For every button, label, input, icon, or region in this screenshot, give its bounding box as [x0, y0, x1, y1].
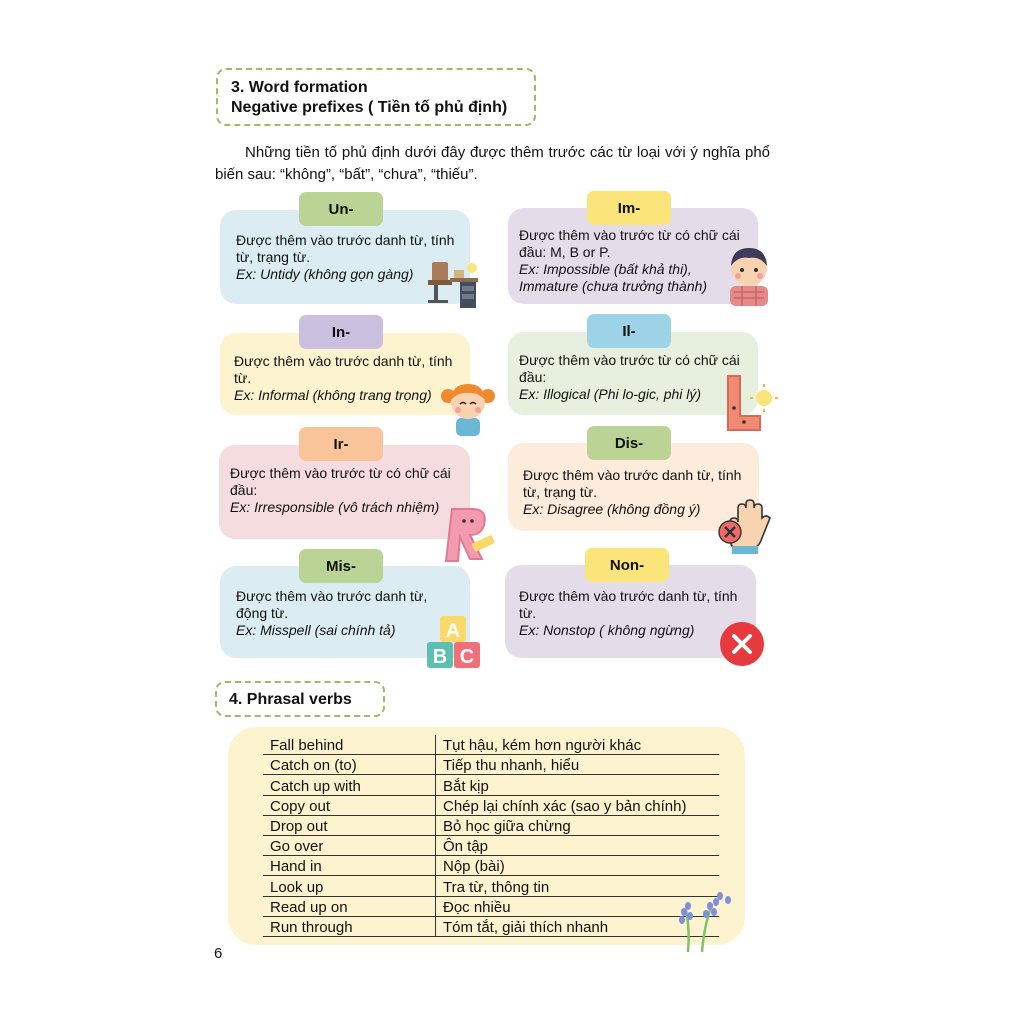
phrasal-verb: Catch on (to): [263, 755, 436, 775]
prefix-desc: Được thêm vào trước danh từ, tính từ.: [234, 353, 453, 386]
table-row: [263, 735, 719, 755]
prefix-tag-im: Im-: [587, 191, 671, 225]
section-3-subtitle: Negative prefixes ( Tiền tố phủ định): [231, 99, 508, 116]
letter-l-icon: [720, 372, 778, 434]
prefix-text-mis: [236, 588, 456, 639]
prefix-tag-in: In-: [299, 315, 383, 349]
prefix-example: Ex: Misspell (sai chính tả): [236, 622, 396, 638]
prefix-tag-mis: Mis-: [299, 549, 383, 583]
prefix-desc: Được thêm vào trước danh từ, động từ.: [236, 588, 428, 621]
table-row: [263, 835, 719, 855]
svg-text:C: C: [459, 646, 475, 668]
svg-text:B: B: [432, 646, 448, 668]
section-3-title: 3. Word formation: [231, 79, 368, 96]
prefix-example: Ex: Untidy (không gọn gàng): [236, 266, 414, 282]
desk-icon: [426, 256, 480, 310]
phrasal-verb: Copy out: [263, 795, 436, 815]
phrasal-verb: Drop out: [263, 815, 436, 835]
prefix-tag-il: Il-: [587, 314, 671, 348]
prefix-text-ir: [230, 465, 458, 516]
boy-icon: [720, 244, 778, 306]
table-row: [263, 755, 719, 775]
prefix-tag-un: Un-: [299, 192, 383, 226]
prefix-example: Ex: Disagree (không đồng ý): [523, 501, 701, 517]
phrasal-verb-meaning: Bắt kịp: [436, 775, 720, 795]
prefix-example: Ex: Illogical (Phi lo-gic, phi lý): [519, 386, 702, 402]
svg-text:A: A: [445, 620, 461, 642]
prefix-tag-dis: Dis-: [587, 426, 671, 460]
table-row: [263, 795, 719, 815]
prefix-text-in: [234, 353, 468, 404]
prefix-example: Ex: Informal (không trang trọng): [234, 387, 432, 403]
phrasal-verb: Hand in: [263, 856, 436, 876]
prefix-desc: Được thêm vào trước từ có chữ cái đầu: M, B or P.: [519, 227, 740, 260]
phrasal-verb-meaning: Bỏ học giữa chừng: [436, 815, 720, 835]
phrasal-verb-meaning: Tiếp thu nhanh, hiểu: [436, 755, 720, 775]
prefix-text-im: [519, 227, 747, 295]
phrasal-verb-meaning: Đọc nhiều: [436, 896, 720, 916]
phrasal-verb: Catch up with: [263, 775, 436, 795]
prefix-desc: Được thêm vào trước danh từ, tính từ.: [519, 588, 738, 621]
intro-paragraph: Những tiền tố phủ định dưới đây được thêm trước các từ loại với ý nghĩa phổ biến sau: “không”, “bất”, “chưa”, “thiếu”.: [215, 144, 770, 183]
table-row: [263, 856, 719, 876]
phrasal-verb-meaning: Chép lại chính xác (sao y bản chính): [436, 795, 720, 815]
phrasal-verb-meaning: Tra từ, thông tin: [436, 876, 720, 896]
prefix-example: Ex: Nonstop ( không ngừng): [519, 622, 695, 638]
prefix-tag-non: Non-: [585, 548, 669, 582]
phrasal-verbs-table: [263, 735, 719, 937]
prefix-example: Ex: Impossible (bất khả thi), Immature (chưa trưởng thành): [519, 261, 708, 294]
prefix-desc: Được thêm vào trước danh từ, tính từ, trạng từ.: [523, 467, 742, 500]
prefix-text-non: [519, 588, 749, 639]
phrasal-verb: Run through: [263, 916, 436, 936]
phrasal-verb-meaning: Ôn tập: [436, 835, 720, 855]
prefix-tag-ir: Ir-: [299, 427, 383, 461]
letter-r-icon: [438, 503, 500, 565]
prefix-desc: Được thêm vào trước danh từ, tính từ, trạng từ.: [236, 232, 455, 265]
table-row: [263, 916, 719, 936]
table-row: [263, 896, 719, 916]
prefix-example: Ex: Irresponsible (vô trách nhiệm): [230, 499, 440, 515]
phrasal-verb: Look up: [263, 876, 436, 896]
girl-icon: [440, 378, 496, 436]
abc-blocks-icon: [426, 614, 484, 670]
prefix-desc: Được thêm vào trước từ có chữ cái đầu:: [230, 465, 451, 498]
stop-hand-icon: [716, 498, 774, 554]
phrasal-verb: Go over: [263, 835, 436, 855]
prefix-text-il: [519, 352, 741, 403]
phrasal-verb: Fall behind: [263, 735, 436, 755]
section-4-title: 4. Phrasal verbs: [229, 691, 352, 708]
phrasal-verb-meaning: Nộp (bài): [436, 856, 720, 876]
phrasal-verb-meaning: Tụt hậu, kém hơn người khác: [436, 735, 720, 755]
prefix-desc: Được thêm vào trước từ có chữ cái đầu:: [519, 352, 740, 385]
table-row: [263, 775, 719, 795]
x-circle-icon: [719, 621, 765, 667]
page-number: 6: [214, 945, 223, 962]
lavender-flower-icon: [672, 890, 736, 954]
table-row: [263, 815, 719, 835]
table-row: [263, 876, 719, 896]
phrasal-verb-meaning: Tóm tắt, giải thích nhanh: [436, 916, 720, 936]
phrasal-verb: Read up on: [263, 896, 436, 916]
